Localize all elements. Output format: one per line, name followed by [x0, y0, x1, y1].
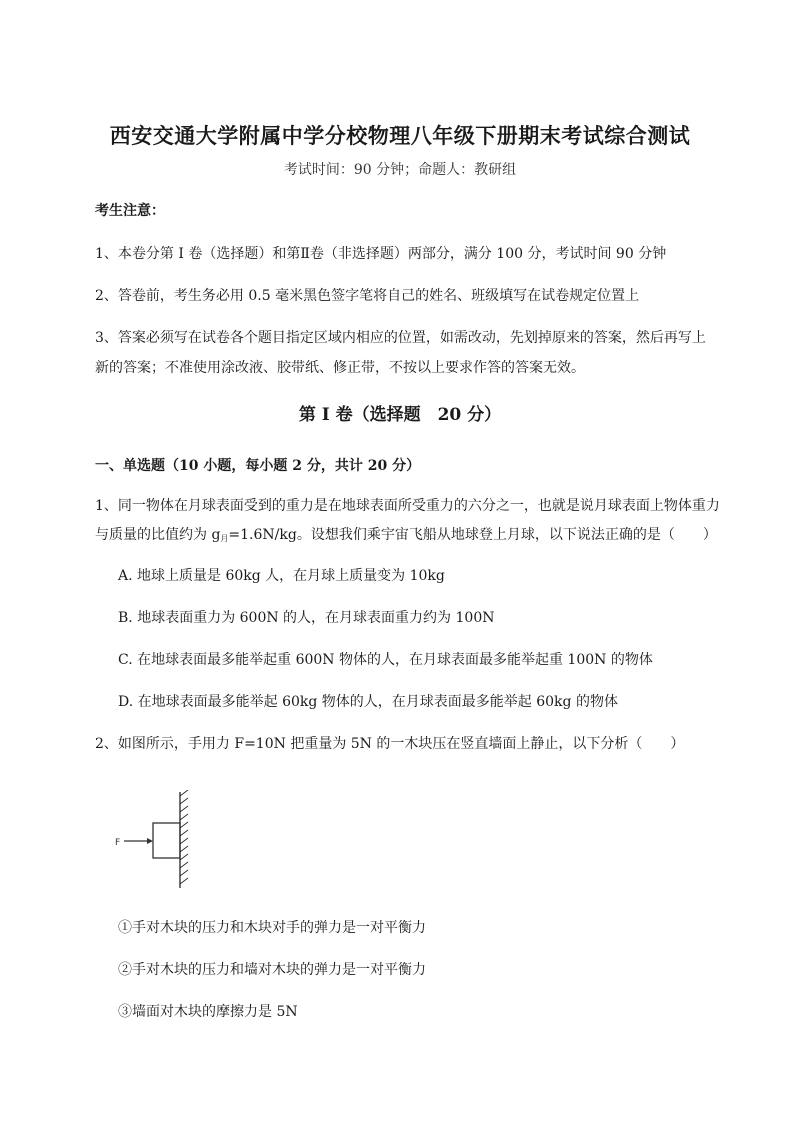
q1-subscript: 月	[220, 534, 229, 543]
q2-statement-2: ②手对木块的压力和墙对木块的弹力是一对平衡力	[118, 962, 426, 978]
notice-item-3: 3、答案必须写在试卷各个题目指定区域内相应的位置，如需改动，先划掉原来的答案，然后再写上新的答案；不准使用涂改液、胶带纸、修正带，不按以上要求作答的答案无效。	[95, 330, 706, 376]
force-wall-diagram	[110, 790, 200, 890]
force-arrowhead	[147, 838, 153, 844]
wall-hatching	[180, 790, 188, 884]
q1-option-a: A. 地球上质量是 60kg 人，在月球上质量变为 10kg	[118, 568, 445, 584]
notice-item-2: 2、答卷前，考生务必用 0.5 毫米黑色签字笔将自己的姓名、班级填写在试卷规定位置上	[95, 288, 640, 304]
q1-stem-line2-pre: 与质量的比值约为 g	[95, 527, 221, 543]
page-title: 西安交通大学附属中学分校物理八年级下册期末考试综合测试	[109, 123, 691, 148]
q1-stem-line2	[95, 524, 715, 550]
force-label: F	[115, 838, 121, 848]
q1-option-c: C. 在地球表面最多能举起重 600N 物体的人，在月球表面最多能举起重 100N 的物体	[118, 652, 653, 668]
exam-info: 考试时间：90 分钟；命题人：教研组	[283, 162, 517, 178]
wood-block	[153, 823, 180, 858]
q1-stem-line1: 1、同一物体在月球表面受到的重力是在地球表面所受重力的六分之一，也就是说月球表面上物体重力	[95, 498, 720, 514]
q1-stem-line2-post: =1.6N/kg。设想我们乘宇宙飞船从地球登上月球，以下说法正确的是（ ）	[228, 527, 717, 543]
notice-heading: 考生注意：	[95, 203, 165, 219]
q2-statement-3: ③墙面对木块的摩擦力是 5N	[118, 1004, 298, 1020]
q1-option-b: B. 地球表面重力为 600N 的人，在月球表面重力约为 100N	[118, 610, 495, 626]
q2-stem: 2、如图所示，手用力 F=10N 把重量为 5N 的一木块压在竖直墙面上静止，以下分析（ ）	[95, 736, 685, 752]
q2-statement-1: ①手对木块的压力和木块对手的弹力是一对平衡力	[118, 920, 426, 936]
notice-item-1: 1、本卷分第 I 卷（选择题）和第Ⅱ卷（非选择题）两部分，满分 100 分，考试时间 90 分钟	[95, 246, 667, 262]
part-heading: 一、单选题（10 小题，每小题 2 分，共计 20 分）	[95, 458, 421, 474]
q1-option-d: D. 在地球表面最多能举起 60kg 物体的人，在月球表面最多能举起 60kg 的物体	[118, 694, 618, 710]
section-title: 第 I 卷（选择题 20 分）	[298, 405, 502, 425]
